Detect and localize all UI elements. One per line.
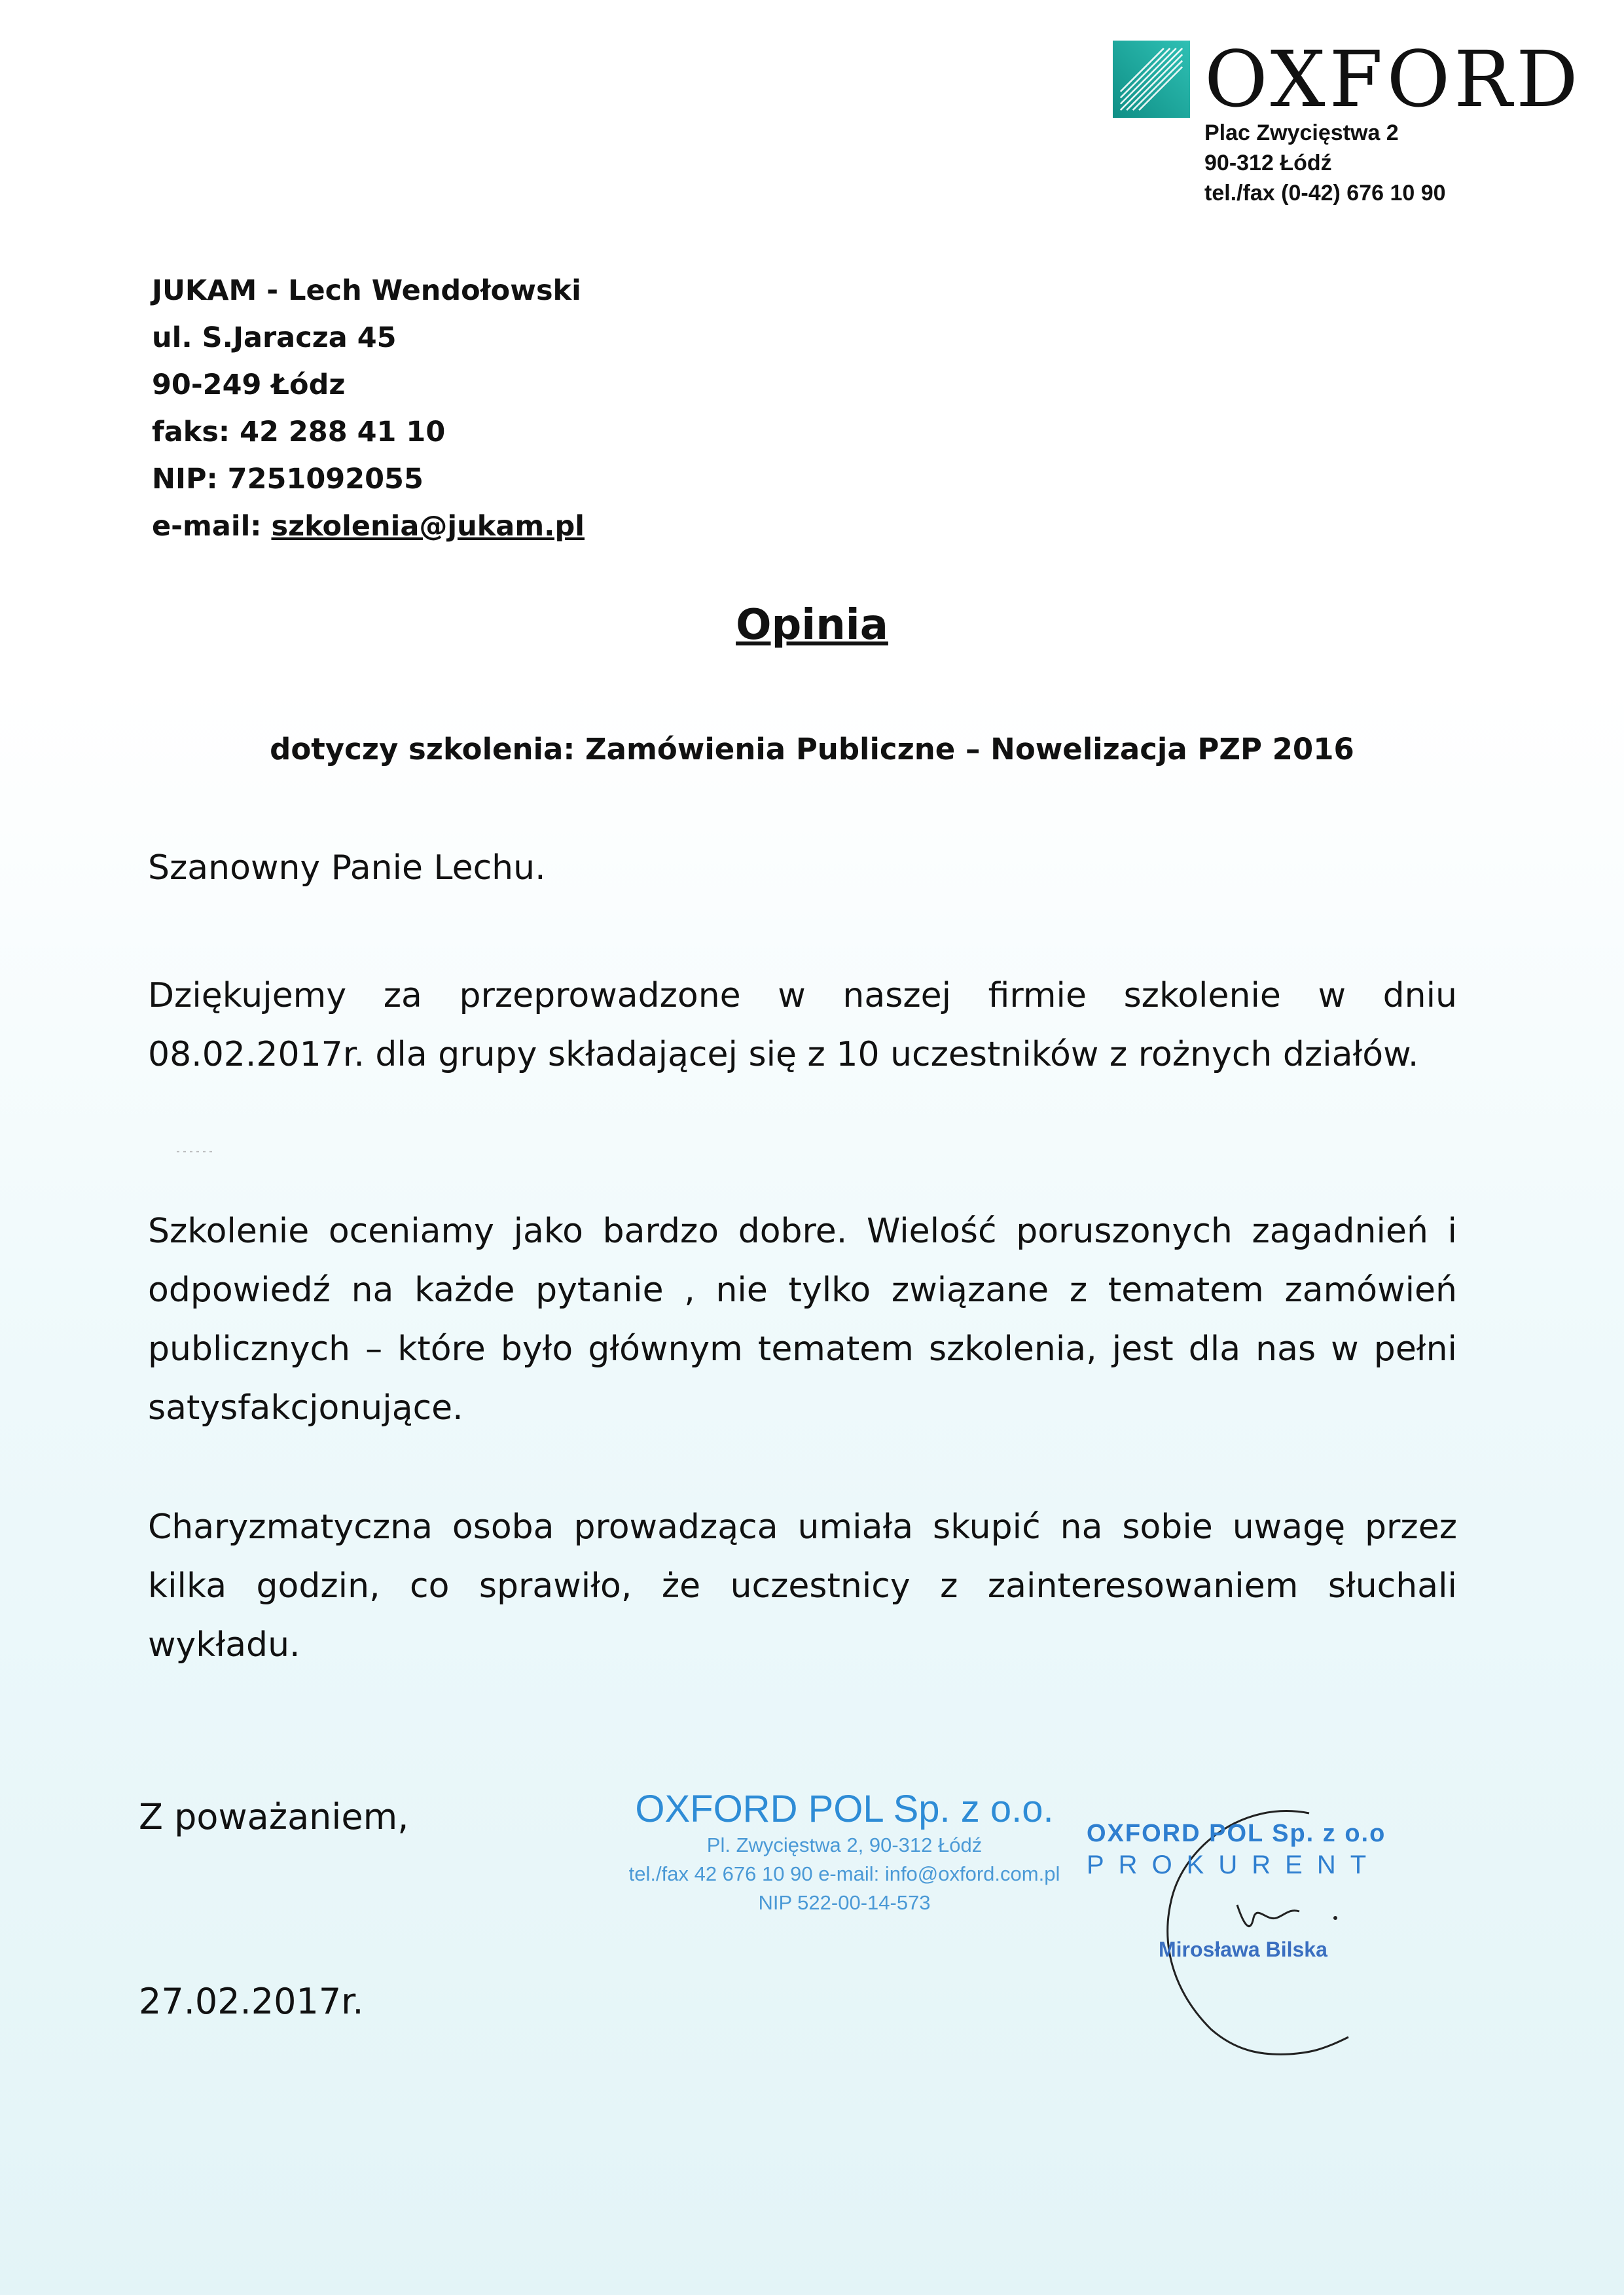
document-subject: dotyczy szkolenia: Zamówienia Publiczne – Nowelizacja PZP 2016 [270, 732, 1354, 767]
company-address [1204, 118, 1446, 208]
stamp-nip: NIP 522-00-14-573 [758, 1891, 931, 1914]
proxy-company: OXFORD POL Sp. z o.o [1087, 1820, 1386, 1847]
stamp-address: Pl. Zwycięstwa 2, 90-312 Łódź [706, 1834, 983, 1856]
stamp-company-name [609, 1787, 1080, 1831]
company-stamp [609, 1787, 1080, 1917]
paragraph-evaluation: Szkolenie oceniamy jako bardzo dobre. Wielość poruszonych zagadnień i odpowiedź na każde pytanie , nie tylko związane z tematem zamówień publicznych – które było głównym tematem szkolenia, jest dla nas w pełni satysfakcjonujące. [148, 1212, 1457, 1428]
stamp-name-main: OXFORD POL [635, 1788, 883, 1830]
paragraph-trainer: Charyzmatyczna osoba prowadząca umiała skupić na sobie uwagę przez kilka godzin, co sprawiło, że uczestnicy z zainteresowaniem słuchali wykładu. [148, 1508, 1457, 1665]
proxy-title: PROKURENT [1087, 1851, 1381, 1879]
company-phone: tel./fax (0-42) 676 10 90 [1204, 181, 1446, 206]
salutation: Szanowny Panie Lechu. [148, 848, 546, 888]
proxy-stamp [1087, 1820, 1427, 1961]
logo-wordmark: OXFORD [1204, 34, 1582, 124]
recipient-nip: NIP: 7251092055 [152, 463, 424, 496]
stamp-name-suffix: Sp. z o.o. [882, 1788, 1054, 1830]
paragraph-thanks: Dziękujemy za przeprowadzone w naszej firmie szkolenie w dniu 08.02.2017r. dla grupy składającej się z 10 uczestników z rożnych działów. [148, 976, 1457, 1074]
letter-date: 27.02.2017r. [139, 1981, 364, 2022]
oxford-logo [1113, 34, 1582, 124]
logo-mark-icon [1113, 41, 1190, 118]
recipient-email-label: e-mail: [152, 510, 272, 543]
scan-artifact [177, 1151, 216, 1153]
recipient-name: JUKAM - Lech Wendołowski [152, 274, 581, 307]
recipient-email-link[interactable]: szkolenia@jukam.pl [271, 510, 585, 543]
company-street: Plac Zwycięstwa 2 [1204, 120, 1399, 145]
recipient-fax: faks: 42 288 41 10 [152, 416, 446, 448]
recipient-street: ul. S.Jaracza 45 [152, 321, 397, 354]
closing: Z poważaniem, [139, 1796, 409, 1837]
recipient-block [152, 267, 585, 550]
document-title: Opinia [736, 601, 888, 649]
company-city: 90-312 Łódź [1204, 151, 1332, 175]
recipient-city: 90-249 Łódz [152, 369, 346, 401]
proxy-name: Mirosława Bilska [1159, 1938, 1327, 1961]
stamp-contact: tel./fax 42 676 10 90 e-mail: info@oxford.com.pl [628, 1862, 1060, 1885]
recipient-email-row [152, 503, 585, 550]
